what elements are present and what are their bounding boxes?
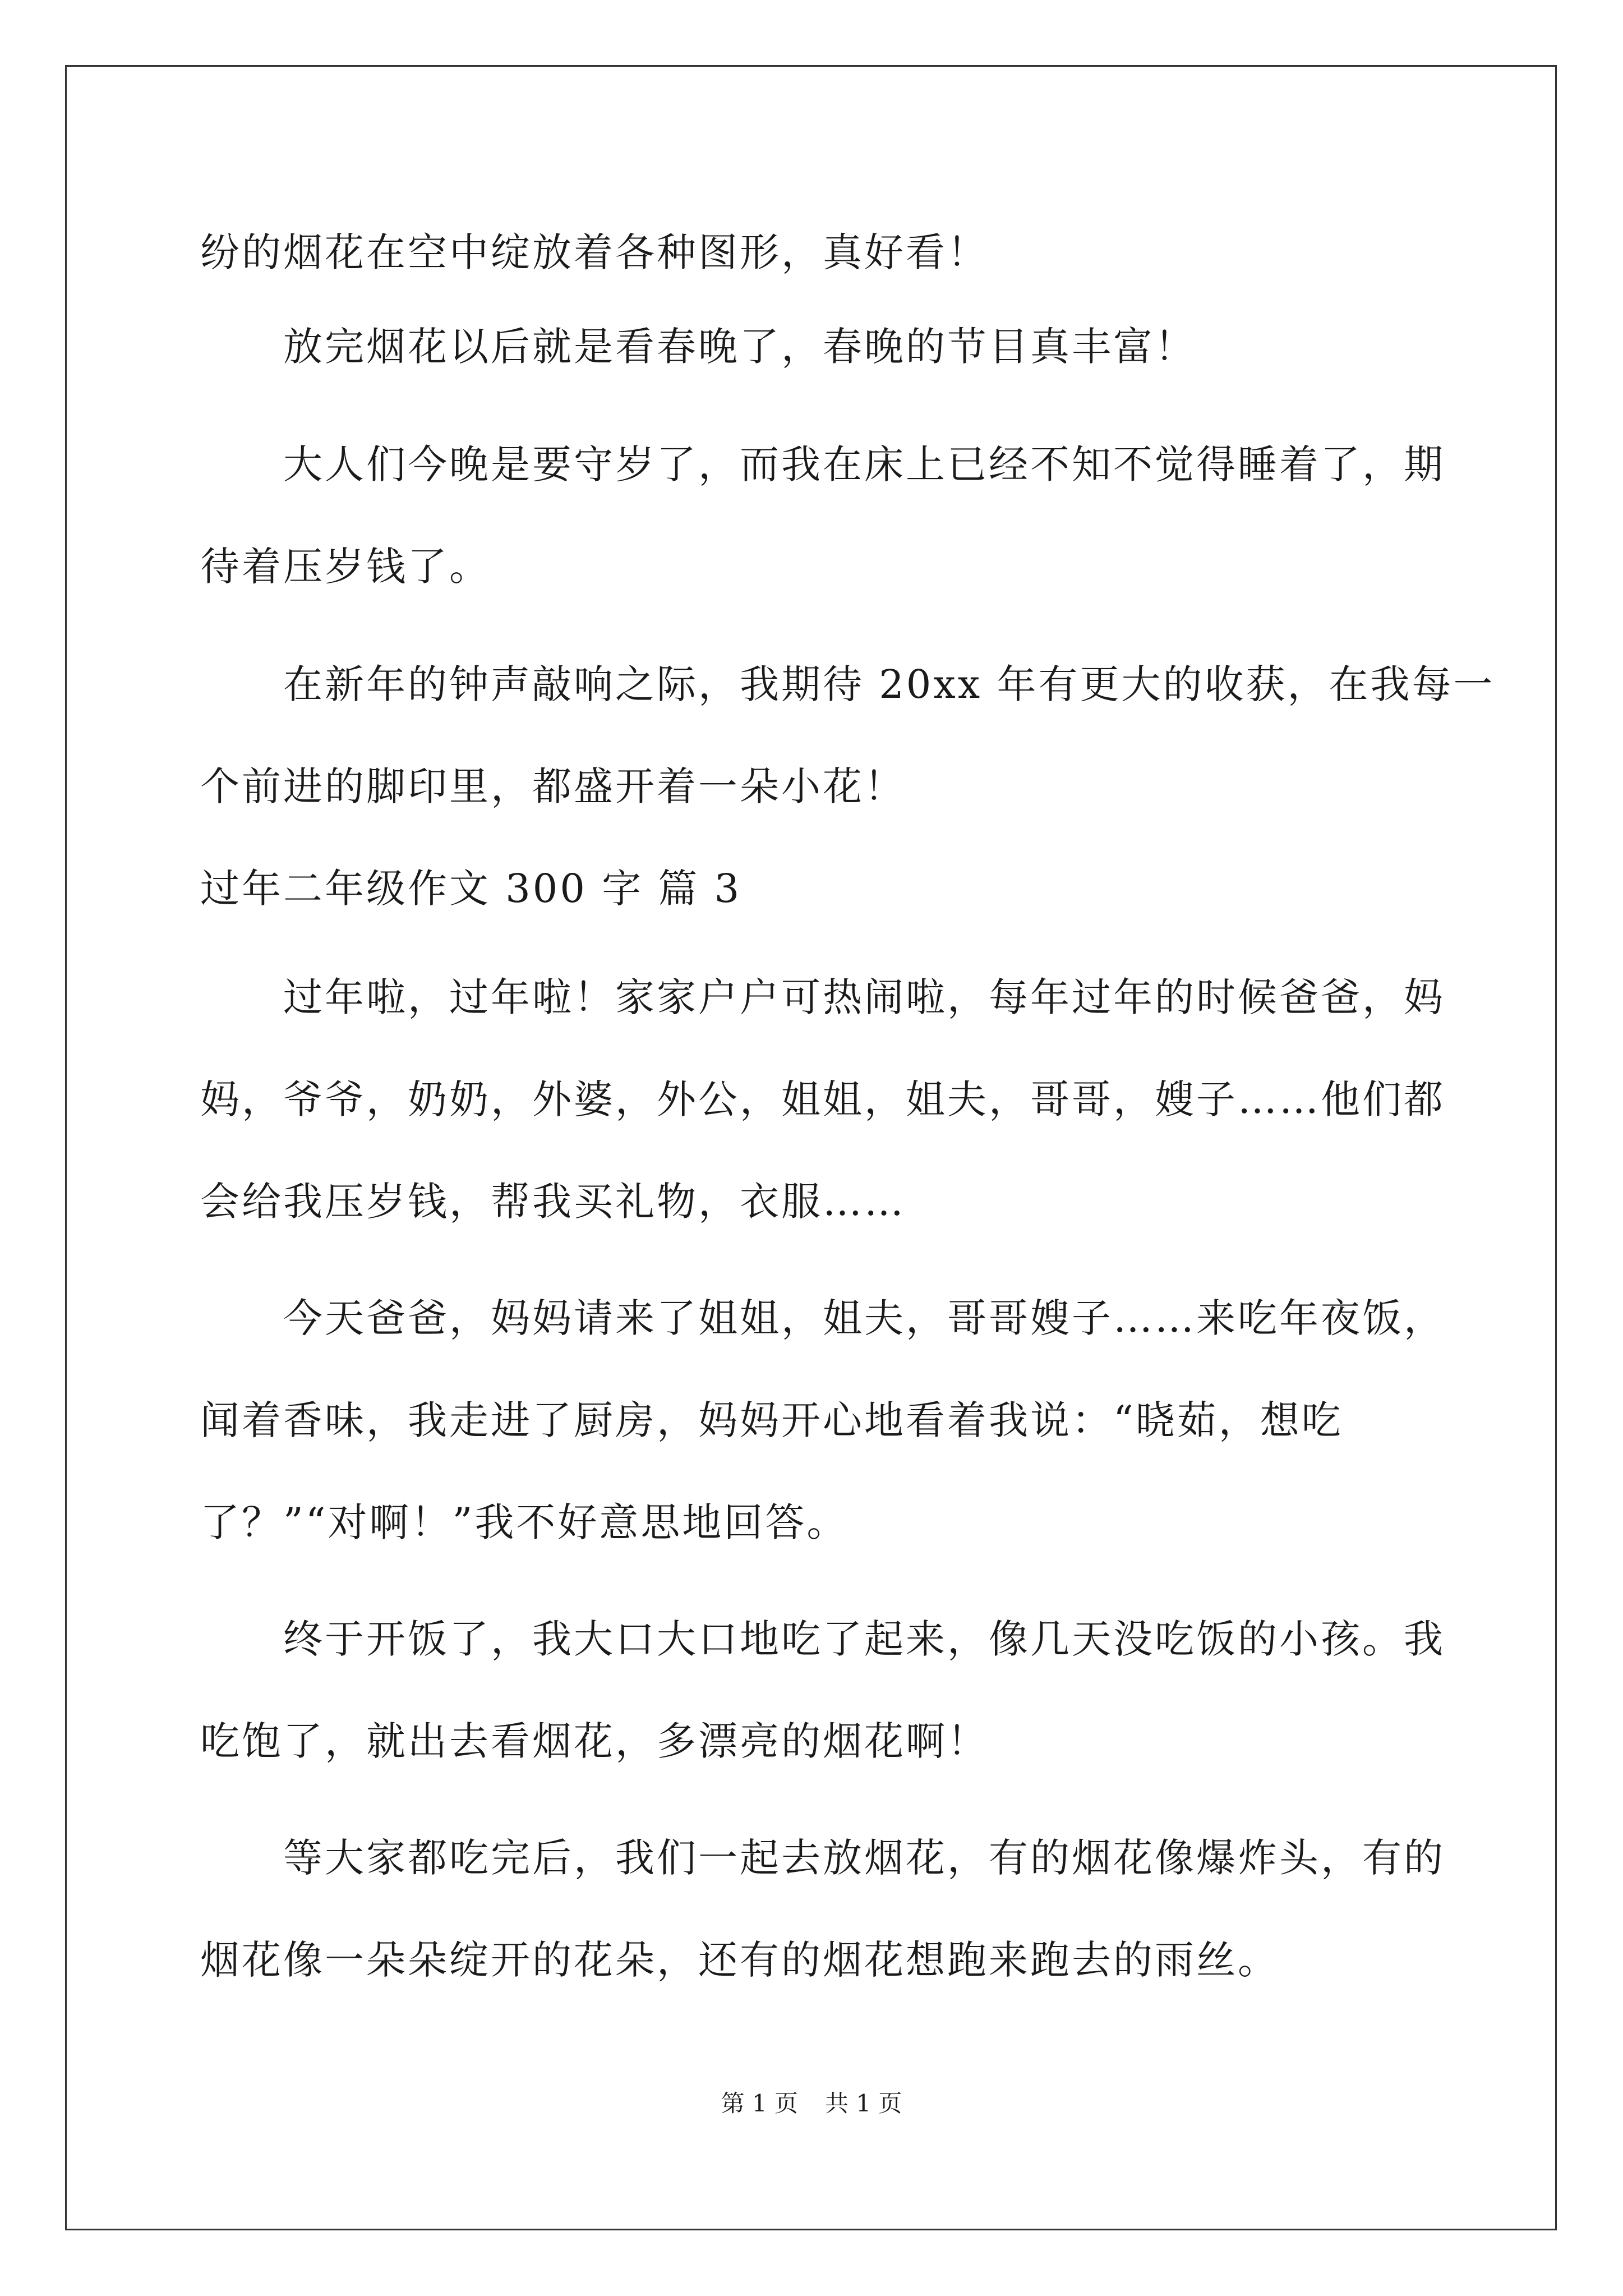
text-line: 放完烟花以后就是看春晚了，春晚的节目真丰富！ (283, 324, 1196, 370)
page-number: 第 1 页 (721, 2090, 798, 2117)
text-line: 等大家都吃完后，我们一起去放烟花，有的烟花像爆炸头，有的 (283, 1835, 1445, 1881)
text-line: 纷的烟花在空中绽放着各种图形，真好看！ (200, 229, 989, 275)
text-line: 会给我压岁钱，帮我买礼物，衣服…… (200, 1179, 906, 1225)
text-line: 闻着香味，我走进了厨房，妈妈开心地看着我说：“晓茹，想吃 (200, 1397, 1343, 1443)
page-total: 共 1 页 (825, 2090, 902, 2117)
text-line: 妈，爷爷，奶奶，外婆，外公，姐姐，姐夫，哥哥，嫂子……他们都 (200, 1076, 1445, 1122)
text-line: 待着压岁钱了。 (200, 544, 491, 590)
text-line: 了？”“对啊！”我不好意思地回答。 (200, 1499, 849, 1545)
page-border (65, 65, 1557, 2230)
text-line: 终于开饭了，我大口大口地吃了起来，像几天没吃饭的小孩。我 (283, 1616, 1445, 1662)
text-line: 烟花像一朵朵绽开的花朵，还有的烟花想跑来跑去的雨丝。 (200, 1937, 1279, 1983)
text-line: 今天爸爸，妈妈请来了姐姐，姐夫，哥哥嫂子……来吃年夜饭， (283, 1295, 1445, 1341)
text-line: 大人们今晚是要守岁了，而我在床上已经不知不觉得睡着了，期 (283, 441, 1445, 487)
text-line: 个前进的脚印里，都盛开着一朵小花！ (200, 763, 906, 809)
section-heading: 过年二年级作文 300 字 篇 3 (200, 866, 742, 912)
text-line: 吃饱了，就出去看烟花，多漂亮的烟花啊！ (200, 1718, 989, 1764)
text-line: 在新年的钟声敲响之际，我期待 20xx 年有更大的收获，在我每一 (283, 661, 1495, 707)
page-footer (0, 2087, 1623, 2120)
text-line: 过年啦，过年啦！家家户户可热闹啦，每年过年的时候爸爸，妈 (283, 974, 1445, 1020)
